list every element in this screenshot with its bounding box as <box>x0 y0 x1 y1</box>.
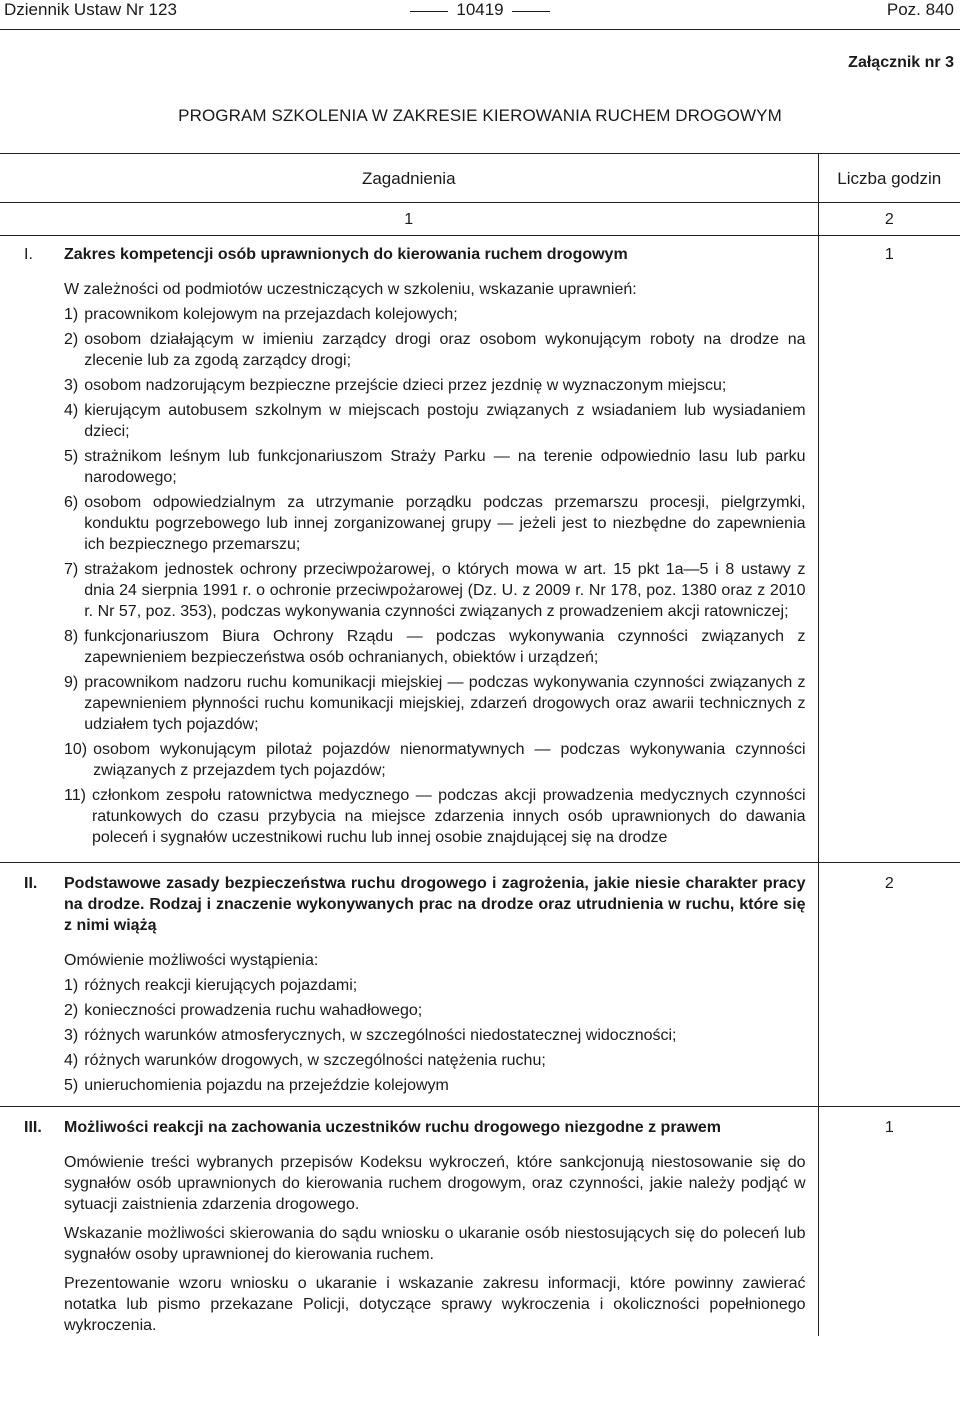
section-intro: Omówienie możliwości wystąpienia: <box>64 952 319 969</box>
list-item: 8) funkcjonariuszom Biura Ochrony Rządu — podczas wykonywania czynności związanych z zapewnieniem bezpieczeństwa osób ochranianych, obiektów i urządzeń; <box>64 628 806 666</box>
list-item: 7) strażakom jednostek ochrony przeciwpożarowej, o których mowa w art. 15 pkt 1a—5 i 8 ustawy z dnia 24 sierpnia 1991 r. o ochronie przeciwpożarowej (Dz. U. z 2009 r. Nr 178, poz. 1380 oraz z 2010 r. Nr 57, poz. 353), podczas wykonywania czynności związanych z prowadzeniem akcji ratowniczej; <box>64 561 806 620</box>
header-topics: Zagadnienia <box>0 154 818 203</box>
list-item: 3) osobom nadzorującym bezpieczne przejście dzieci przez jezdnię w wyznaczonym miejscu; <box>64 377 727 394</box>
section-list <box>64 304 806 848</box>
list-item: 1) pracownikom kolejowym na przejazdach kolejowych; <box>64 306 458 323</box>
list-item: 1) różnych reakcji kierujących pojazdami; <box>64 977 358 994</box>
program-table <box>0 153 960 1336</box>
section-hours: 1 <box>818 1107 960 1337</box>
list-item: 5) unieruchomienia pojazdu na przejeździe kolejowym <box>64 1077 449 1094</box>
list-item: 3) różnych warunków atmosferycznych, w szczególności niedostatecznej widoczności; <box>64 1027 677 1044</box>
section-number: I. <box>24 246 33 263</box>
section-row <box>0 1107 960 1337</box>
list-item: 6) osobom odpowiedzialnym za utrzymanie porządku podczas przemarszu procesji, pielgrzymki, konduktu pogrzebowego lub innej zorganizowanej grupy — jeżeli jest to niezbędne do zapewnienia ich bezpiecznego przemarszu; <box>64 494 806 553</box>
section-hours: 2 <box>818 863 960 1107</box>
column-number-2: 2 <box>818 203 960 236</box>
journal-name: Dziennik Ustaw Nr 123 <box>4 0 177 19</box>
section-paragraph: Prezentowanie wzoru wniosku o ukaranie i wskazanie zakresu informacji, które powinny zawierać notatka lub pismo przekazane Policji, dotyczące sprawy wykroczenia i okoliczności popełnionego wykroczenia. <box>64 1275 806 1334</box>
table-header-row <box>0 154 960 203</box>
section-title: Możliwości reakcji na zachowania uczestników ruchu drogowego niezgodne z prawem <box>64 1119 722 1136</box>
list-item: 9) pracownikom nadzoru ruchu komunikacji miejskiej — podczas wykonywania czynności związanych z zapewnieniem płynności ruchu komunikacji miejskiej, zdarzeń drogowych oraz awarii technicznych z udziałem tych pojazdów; <box>64 674 806 733</box>
column-number-1: 1 <box>0 203 818 236</box>
section-title: Zakres kompetencji osób uprawnionych do kierowania ruchem drogowym <box>64 246 628 263</box>
section-title: Podstawowe zasady bezpieczeństwa ruchu drogowego i zagrożenia, jakie niesie charakter pracy na drodze. Rodzaj i znaczenie wykonywanych prac na drodze oraz utrudnienia w ruchu, które się z nimi wiążą <box>64 875 806 934</box>
annex-label: Załącznik nr 3 <box>848 54 954 71</box>
list-item: 2) osobom działającym w imieniu zarządcy drogi oraz osobom wykonującym roboty na drodze na zlecenie lub za zgodą zarządcy drogi; <box>64 331 806 369</box>
document-title: PROGRAM SZKOLENIA W ZAKRESIE KIEROWANIA RUCHEM DROGOWYM <box>178 106 782 125</box>
section-number: III. <box>0 1107 58 1337</box>
section-content <box>58 236 818 863</box>
list-item: 10) osobom wykonującym pilotaż pojazdów nienormatywnych — podczas wykonywania czynności związanych z przejazdem tych pojazdów; <box>64 741 806 779</box>
section-paragraph: Omówienie treści wybranych przepisów Kodeksu wykroczeń, które sankcjonują niestosowanie się do sygnałów osób uprawnionych do kierowania ruchem drogowym, oraz czynności, jakie należy podjąć w sytuacji zaistnienia zdarzenia drogowego. <box>64 1154 806 1213</box>
dash-left <box>410 11 448 12</box>
list-item: 11) członkom zespołu ratownictwa medycznego — podczas akcji prowadzenia medycznych czynności ratunkowych do czasu przybycia na miejsce zdarzenia innych osób uprawnionych do dawania poleceń i sygnałów uczestnikowi ruchu lub innej osobie znajdującej się na drodze <box>64 787 806 846</box>
section-intro: W zależności od podmiotów uczestniczących w szkoleniu, wskazanie uprawnień: <box>64 281 637 298</box>
section-hours: 1 <box>884 246 894 263</box>
section-row <box>0 863 960 1107</box>
section-content <box>58 1107 818 1337</box>
dash-right <box>512 11 550 12</box>
page-number: 10419 <box>456 0 504 19</box>
section-number: II. <box>0 863 58 1107</box>
header-rule <box>0 29 960 30</box>
list-item: 4) różnych warunków drogowych, w szczególności natężenia ruchu; <box>64 1052 546 1069</box>
section-paragraph: Wskazanie możliwości skierowania do sądu wniosku o ukaranie osób niestosujących się do poleceń lub sygnałów osoby uprawnionej do kierowania ruchem. <box>64 1225 806 1263</box>
list-item: 2) konieczności prowadzenia ruchu wahadłowego; <box>64 1002 423 1019</box>
section-list <box>64 975 806 1096</box>
column-number-row <box>0 203 960 236</box>
list-item: 5) strażnikom leśnym lub funkcjonariuszom Straży Parku — na terenie odpowiednio lasu lub parku narodowego; <box>64 448 806 486</box>
list-item: 4) kierującym autobusem szkolnym w miejscach postoju związanych z wsiadaniem lub wysiadaniem dzieci; <box>64 402 806 440</box>
section-content <box>58 863 818 1107</box>
section-row <box>0 236 960 863</box>
page-number-block <box>0 0 960 20</box>
position-number: Poz. 840 <box>886 0 954 19</box>
header-hours: Liczba godzin <box>818 154 960 203</box>
